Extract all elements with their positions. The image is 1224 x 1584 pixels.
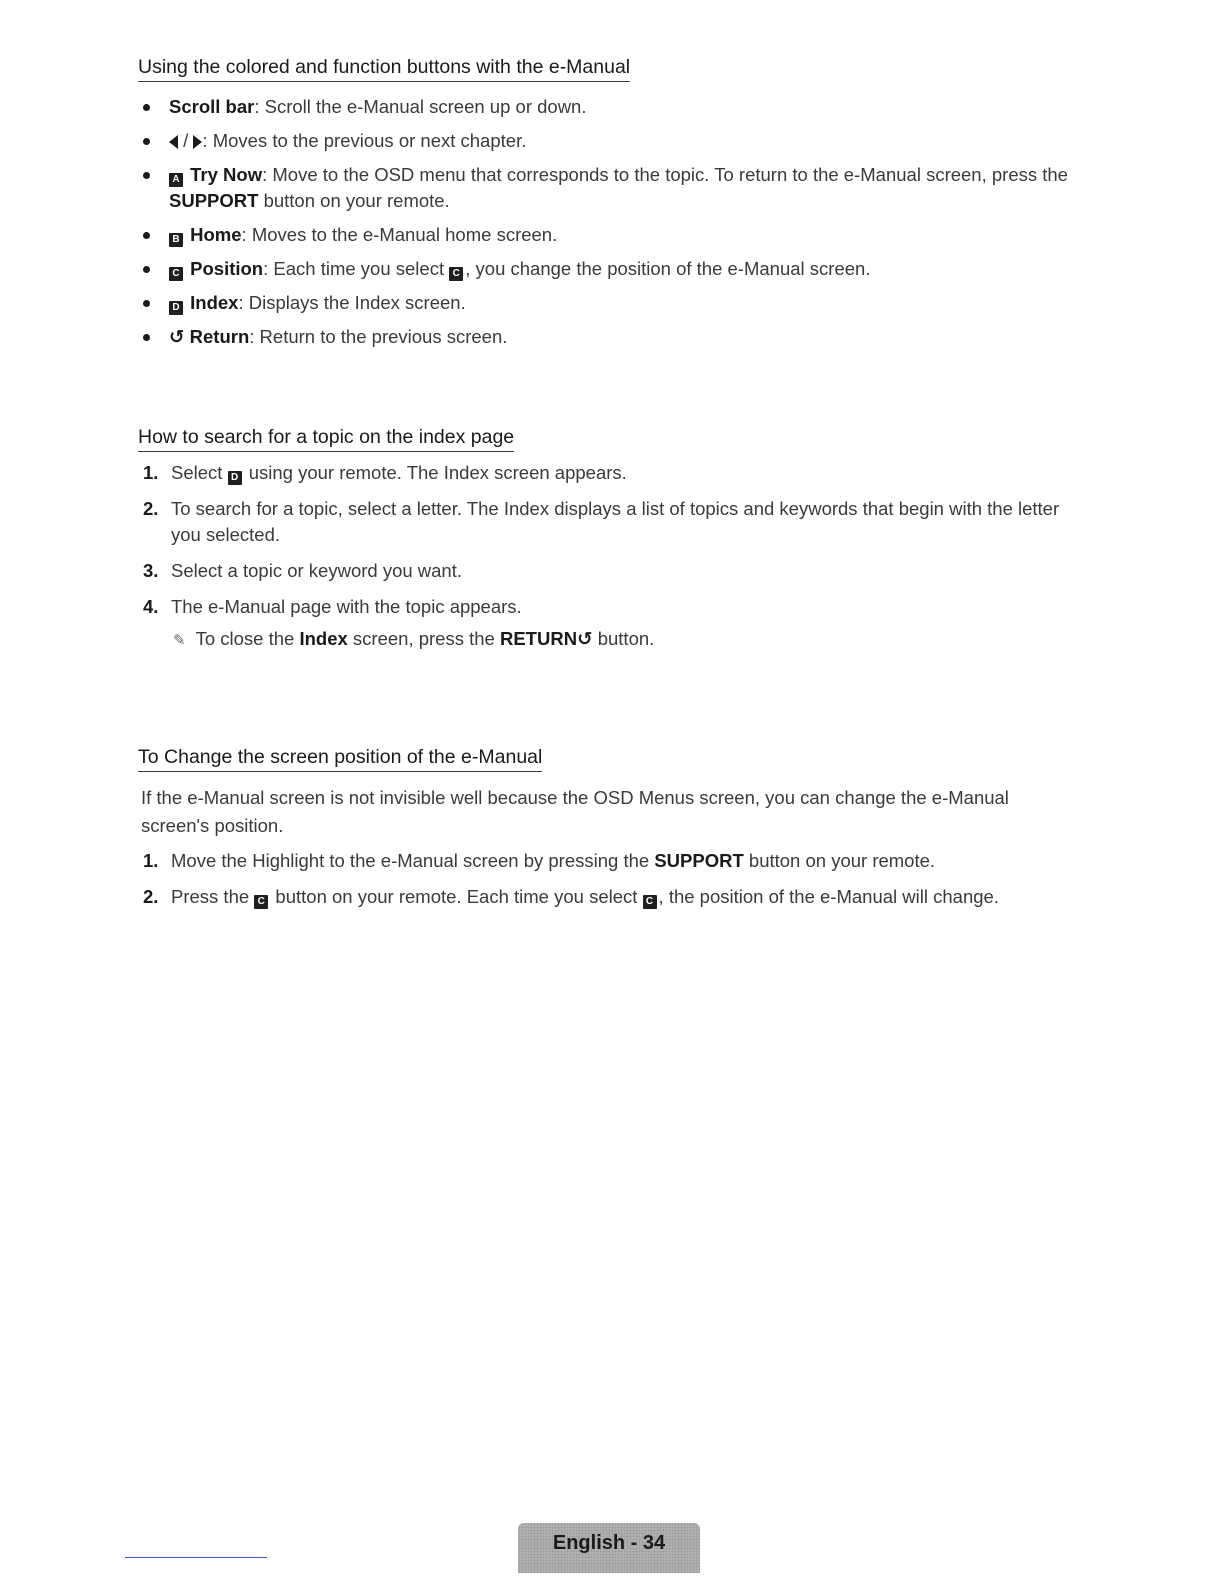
list-item: 4. The e-Manual page with the topic appears. xyxy=(143,596,522,617)
section-title: Using the colored and function buttons with the e-Manual xyxy=(138,56,630,82)
list-item: 2. To search for a topic, select a letter. The Index displays a list of topics and keywords that begin with the letter you selected. xyxy=(143,498,1060,545)
page-number: English - 34 xyxy=(552,1532,666,1554)
c-button-icon: C xyxy=(169,267,183,281)
intro-paragraph: If the e-Manual screen is not invisible well because the OSD Menus screen, you can change the e-Manual screen's position. xyxy=(141,787,1009,836)
c-button-icon: C xyxy=(254,895,268,909)
b-button-icon: B xyxy=(169,233,183,247)
pencil-icon: ✎ xyxy=(173,632,186,649)
list-item: A Try Now: Move to the OSD menu that corresponds to the topic. To return to the e-Manual screen, press the SUPPORT button on your remote. xyxy=(138,162,1078,214)
list-item: B Home: Moves to the e-Manual home screen. xyxy=(138,222,1078,248)
bullet-list xyxy=(138,94,1078,350)
list-item: 1. Move the Highlight to the e-Manual screen by pressing the SUPPORT button on your remote. xyxy=(143,850,936,871)
left-arrow-icon xyxy=(169,135,178,149)
list-item: C Position: Each time you select C , you change the position of the e-Manual screen. xyxy=(138,256,1078,282)
steps-list xyxy=(138,460,1078,620)
page-number-badge xyxy=(518,1523,700,1573)
list-item: 1. Select D using your remote. The Index screen appears. xyxy=(143,462,627,483)
list-item: D Index: Displays the Index screen. xyxy=(138,290,1078,316)
section-colored-buttons xyxy=(138,56,1078,358)
c-button-icon: C xyxy=(643,895,657,909)
d-button-icon: D xyxy=(169,301,183,315)
list-item: ↺ Return: Return to the previous screen. xyxy=(138,324,1078,350)
a-button-icon: A xyxy=(169,173,183,187)
return-icon: ↺ xyxy=(577,628,593,649)
list-item: 2. Press the C button on your remote. Each time you select C , the position of the e-Manual will change. xyxy=(143,886,999,907)
footer-rule xyxy=(125,1557,267,1558)
steps-list xyxy=(138,848,1078,910)
c-button-icon: C xyxy=(449,267,463,281)
section-title: How to search for a topic on the index page xyxy=(138,426,514,452)
d-button-icon: D xyxy=(228,471,242,485)
list-item: 3. Select a topic or keyword you want. xyxy=(143,560,463,581)
list-item: Scroll bar: Scroll the e-Manual screen up or down. xyxy=(138,94,1078,120)
section-screen-position xyxy=(138,746,1078,920)
return-icon: ↺ xyxy=(169,326,185,347)
section-title: To Change the screen position of the e-Manual xyxy=(138,746,542,772)
list-item: / : Moves to the previous or next chapter. xyxy=(138,128,1078,154)
section-index-search xyxy=(138,426,1078,654)
note: ✎ To close the Index screen, press the RETURN↺ button. xyxy=(173,628,655,649)
